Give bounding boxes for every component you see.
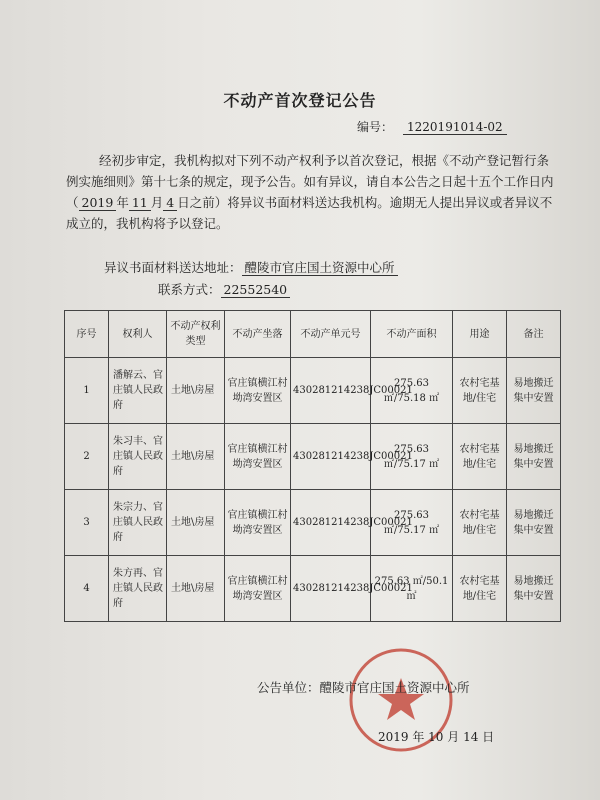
cell-owner: 朱习丰、官庄镇人民政府	[109, 424, 167, 490]
cell-no: 2	[65, 424, 109, 490]
contact-label: 联系方式：	[158, 282, 221, 297]
cell-remark: 易地搬迁集中安置	[507, 424, 561, 490]
issuing-unit-label: 公告单位：	[257, 680, 320, 695]
document-number-label: 编号：	[357, 120, 394, 134]
cell-no: 3	[65, 490, 109, 556]
cell-area: 275.63 ㎡/75.17 ㎡	[371, 424, 453, 490]
table-row	[65, 424, 561, 490]
cell-owner: 朱方再、官庄镇人民政府	[109, 556, 167, 622]
header-owner: 权利人	[109, 311, 167, 358]
deadline-day: 4	[163, 195, 177, 211]
cell-type: 土地\房屋	[167, 490, 225, 556]
cell-area: 275.63 ㎡/50.1 ㎡	[371, 556, 453, 622]
cell-owner: 潘解云、官庄镇人民政府	[109, 358, 167, 424]
cell-unit: 430281214238JC00021	[291, 424, 371, 490]
header-location: 不动产坐落	[225, 311, 291, 358]
contact-info	[158, 280, 290, 298]
table-row	[65, 358, 561, 424]
objection-address-label: 异议书面材料送达地址：	[104, 260, 242, 275]
cell-unit: 430281214238JC00021	[291, 556, 371, 622]
cell-use: 农村宅基地/住宅	[453, 358, 507, 424]
header-unit-no: 不动产单元号	[291, 311, 371, 358]
cell-no: 1	[65, 358, 109, 424]
header-seq: 序号	[65, 311, 109, 358]
cell-no: 4	[65, 556, 109, 622]
cell-use: 农村宅基地/住宅	[453, 556, 507, 622]
notice-body-prefix: 经初步审定，我机构拟对下列不动产权利予以首次登记，根据《不动产登记暂行条例实施细则》第十七条的规定，现予公告。如有异议，请自本公告之日起十五个工作日内（	[66, 153, 554, 210]
objection-address	[104, 258, 398, 276]
notice-title: 不动产首次登记公告	[223, 91, 377, 110]
cell-location: 官庄镇横江村坳湾安置区	[225, 424, 291, 490]
cell-unit: 430281214238JC00021	[291, 490, 371, 556]
deadline-year-char: 年	[116, 195, 129, 210]
cell-unit: 430281214238JC00021	[291, 358, 371, 424]
cell-area: 275.63 ㎡/75.18 ㎡	[371, 358, 453, 424]
header-remark: 备注	[507, 311, 561, 358]
cell-use: 农村宅基地/住宅	[453, 424, 507, 490]
cell-use: 农村宅基地/住宅	[453, 490, 507, 556]
deadline-year: 2019	[79, 195, 117, 211]
registration-table	[64, 310, 561, 622]
issuing-unit	[257, 678, 470, 696]
contact-value: 22552540	[221, 282, 291, 298]
cell-remark: 易地搬迁集中安置	[507, 490, 561, 556]
cell-area: 275.63 ㎡/75.17 ㎡	[371, 490, 453, 556]
cell-type: 土地\房屋	[167, 358, 225, 424]
cell-remark: 易地搬迁集中安置	[507, 556, 561, 622]
table-header-row	[65, 311, 561, 358]
issue-date: 2019 年 10 月 14 日	[378, 730, 495, 744]
deadline-month: 11	[129, 195, 151, 211]
cell-type: 土地\房屋	[167, 424, 225, 490]
cell-owner: 朱宗力、官庄镇人民政府	[109, 490, 167, 556]
notice-body-suffix: 日之前）将异议书面材料送达我机构。逾期无人提出异议或者异议不成立的，我机构将予以登记。	[66, 195, 553, 231]
header-right-type: 不动产权利类型	[167, 311, 225, 358]
table-row	[65, 556, 561, 622]
table-row	[65, 490, 561, 556]
cell-location: 官庄镇横江村坳湾安置区	[225, 556, 291, 622]
notice-body	[66, 150, 556, 234]
issuing-unit-value: 醴陵市官庄国土资源中心所	[319, 680, 470, 695]
document-number	[357, 118, 507, 135]
cell-remark: 易地搬迁集中安置	[507, 358, 561, 424]
header-use: 用途	[453, 311, 507, 358]
deadline-month-char: 月	[150, 195, 164, 210]
objection-address-value: 醴陵市官庄国土资源中心所	[242, 260, 398, 276]
header-area: 不动产面积	[371, 311, 453, 358]
cell-location: 官庄镇横江村坳湾安置区	[225, 358, 291, 424]
cell-location: 官庄镇横江村坳湾安置区	[225, 490, 291, 556]
cell-type: 土地\房屋	[167, 556, 225, 622]
document-number-value: 1220191014-02	[403, 120, 507, 135]
